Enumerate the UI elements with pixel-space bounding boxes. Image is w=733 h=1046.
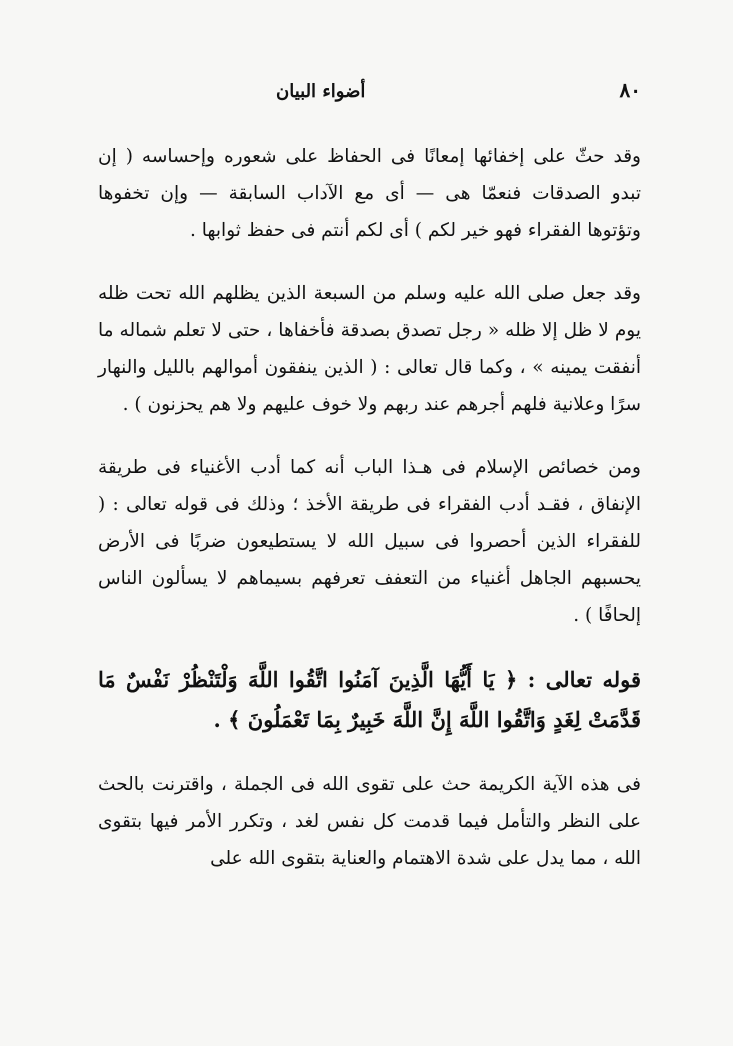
- paragraph-seven-shaded: وقد جعل صلى الله عليه وسلم من السبعة الذين يظلهم الله تحت ظله يوم لا ظل إلا ظله « رجل تصدق بصدقة فأخفاها ، حتى لا تعلم شماله ما أنفقت يمينه » ، وكما قال تعالى : ( الذين ينفقون أموالهم بالليل والنهار سرًا وعلانية فلهم أجرهم عند ربهم ولا خوف عليهم ولا هم يحزنون ) .: [98, 283, 641, 415]
- paragraph-hiding-charity: وقد حثّ على إخفائها إمعانًا فى الحفاظ على شعوره وإحساسه ( إن تبدو الصدقات فنعمّا هى — أى مع الآداب السابقة — وإن تخفوها وتؤتوها الفقراء فهو خير لكم ) أى لكم أنتم فى حفظ ثوابها .: [98, 146, 641, 241]
- paragraph-verse-commentary: فى هذه الآية الكريمة حث على تقوى الله فى الجملة ، واقترنت بالحث على النظر والتأمل فيما قدمت كل نفس لغد ، وتكرر الأمر فيها بتقوى الله ، مما يدل على شدة الاهتمام والعناية بتقوى الله على: [98, 774, 641, 869]
- quran-verse: قوله تعالى : ﴿ يَا أَيُّهَا الَّذِينَ آمَنُوا اتَّقُوا اللَّهَ وَلْتَنْظُرْ نَفْسٌ مَا قَدَّمَتْ لِغَدٍ وَاتَّقُوا اللَّهَ إِنَّ اللَّهَ خَبِيرٌ بِمَا تَعْمَلُونَ ﴾ .: [98, 667, 641, 732]
- page-header: [98, 78, 641, 118]
- paragraph-etiquette-of-poor: ومن خصائص الإسلام فى هـذا الباب أنه كما أدب الأغنياء فى طريقة الإنفاق ، فقـد أدب الفقراء فى طريقة الأخذ ؛ وذلك فى قوله تعالى : ( للفقراء الذين أحصروا فى سبيل الله لا يستطيعون ضربًا فى الأرض يحسبهم الجاهل أغنياء من التعفف تعرفهم بسيماهم لا يسألون الناس إلحافًا ) .: [98, 457, 641, 626]
- running-title: أضواء البيان: [276, 81, 366, 102]
- page-number: ٨٠: [619, 78, 641, 102]
